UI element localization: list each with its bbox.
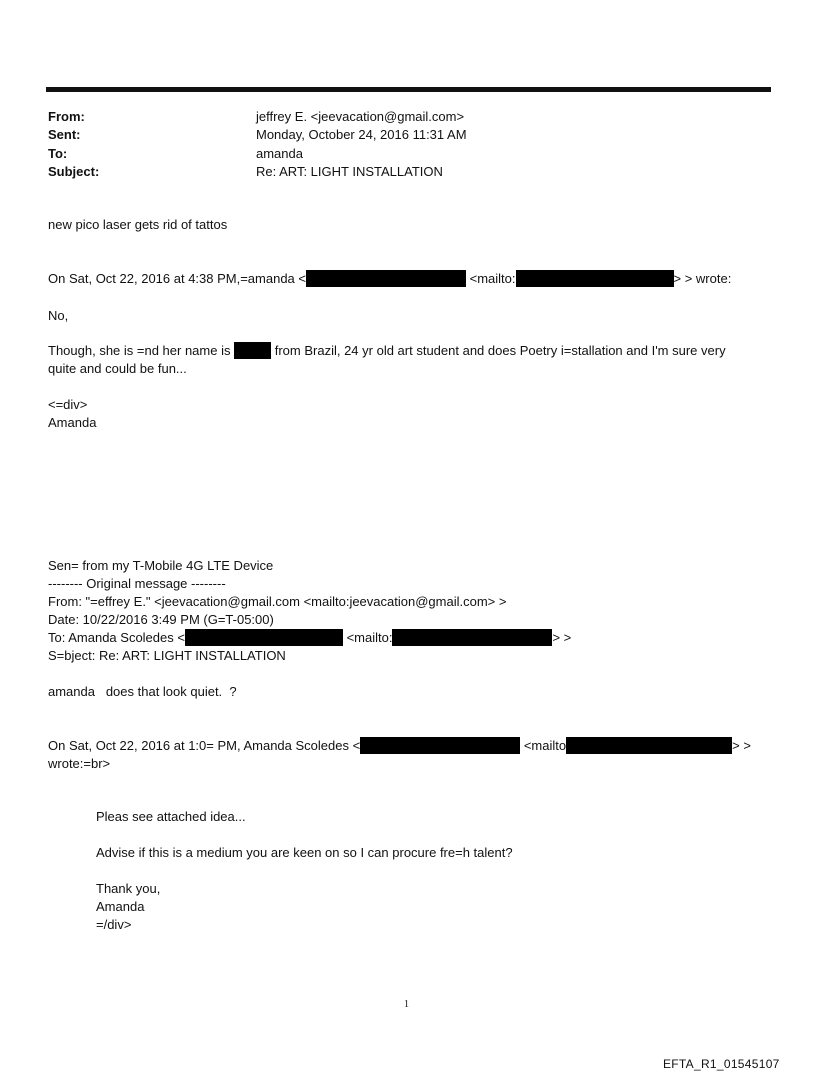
original-date: Date: 10/22/2016 3:49 PM (G=T-05:00)	[48, 612, 274, 627]
advise-line: Advise if this is a medium you are keen on so I can procure fre=h talent?	[96, 845, 513, 860]
orig-to-suffix: > >	[552, 630, 572, 645]
to-value: amanda	[256, 146, 303, 161]
original-to	[48, 629, 571, 647]
thanks-line: Thank you,	[96, 881, 161, 896]
redaction-box	[185, 629, 343, 646]
div-open-tag: <=div>	[48, 397, 88, 412]
subject-label: Subject:	[48, 164, 100, 179]
header-rule	[46, 87, 771, 92]
signature-1: Amanda	[48, 415, 97, 430]
quote2-prefix: On Sat, Oct 22, 2016 at 1:0= PM, Amanda Scoledes <	[48, 738, 361, 753]
sent-label: Sent:	[48, 127, 81, 142]
from-label: From:	[48, 109, 85, 124]
though-line	[48, 342, 726, 360]
redaction-box	[392, 629, 552, 646]
pleas-line: Pleas see attached idea...	[96, 809, 246, 824]
subject-value: Re: ART: LIGHT INSTALLATION	[256, 164, 443, 179]
redaction-box	[234, 342, 271, 359]
quote1-wrote: > > wrote:	[673, 271, 732, 286]
original-subject: S=bject: Re: ART: LIGHT INSTALLATION	[48, 648, 286, 663]
redaction-box	[516, 270, 674, 287]
page-number: 1	[404, 999, 409, 1010]
quote1-prefix: On Sat, Oct 22, 2016 at 4:38 PM,=amanda <	[48, 271, 306, 286]
redaction-box	[306, 270, 466, 287]
sent-from-device: Sen= from my T-Mobile 4G LTE Device	[48, 558, 274, 573]
quote-line-1	[48, 270, 731, 288]
original-from: From: "=effrey E." <jeevacation@gmail.com <mailto:jeevacation@gmail.com> >	[48, 594, 507, 609]
from-value: jeffrey E. <jeevacation@gmail.com>	[256, 109, 465, 124]
though-rest: from Brazil, 24 yr old art student and does Poetry i=stallation and I'm sure very	[274, 343, 726, 358]
quote2-mailto: <mailto	[523, 738, 567, 753]
to-label: To:	[48, 146, 68, 161]
redaction-box	[566, 737, 732, 754]
div-close-tag: =/div>	[96, 917, 132, 932]
orig-to-prefix: To: Amanda Scoledes <	[48, 630, 185, 645]
sent-value: Monday, October 24, 2016 11:31 AM	[256, 127, 467, 142]
original-message-divider: -------- Original message --------	[48, 576, 226, 591]
quote-line-2	[48, 737, 751, 755]
no-line: No,	[48, 308, 69, 323]
reply-line: new pico laser gets rid of tattos	[48, 217, 228, 232]
though-prefix: Though, she is =nd her name is	[48, 343, 231, 358]
signature-2: Amanda	[96, 899, 145, 914]
quiet-line: amanda does that look quiet. ?	[48, 684, 237, 699]
quote2-wrote: wrote:=br>	[48, 756, 111, 771]
redaction-box	[360, 737, 520, 754]
quote2-suffix: > >	[732, 738, 751, 753]
document-id: EFTA_R1_01545107	[663, 1057, 780, 1071]
orig-to-mailto: <mailto:	[346, 630, 393, 645]
though-continued: quite and could be fun...	[48, 361, 187, 376]
quote1-mailto: <mailto:	[469, 271, 516, 286]
